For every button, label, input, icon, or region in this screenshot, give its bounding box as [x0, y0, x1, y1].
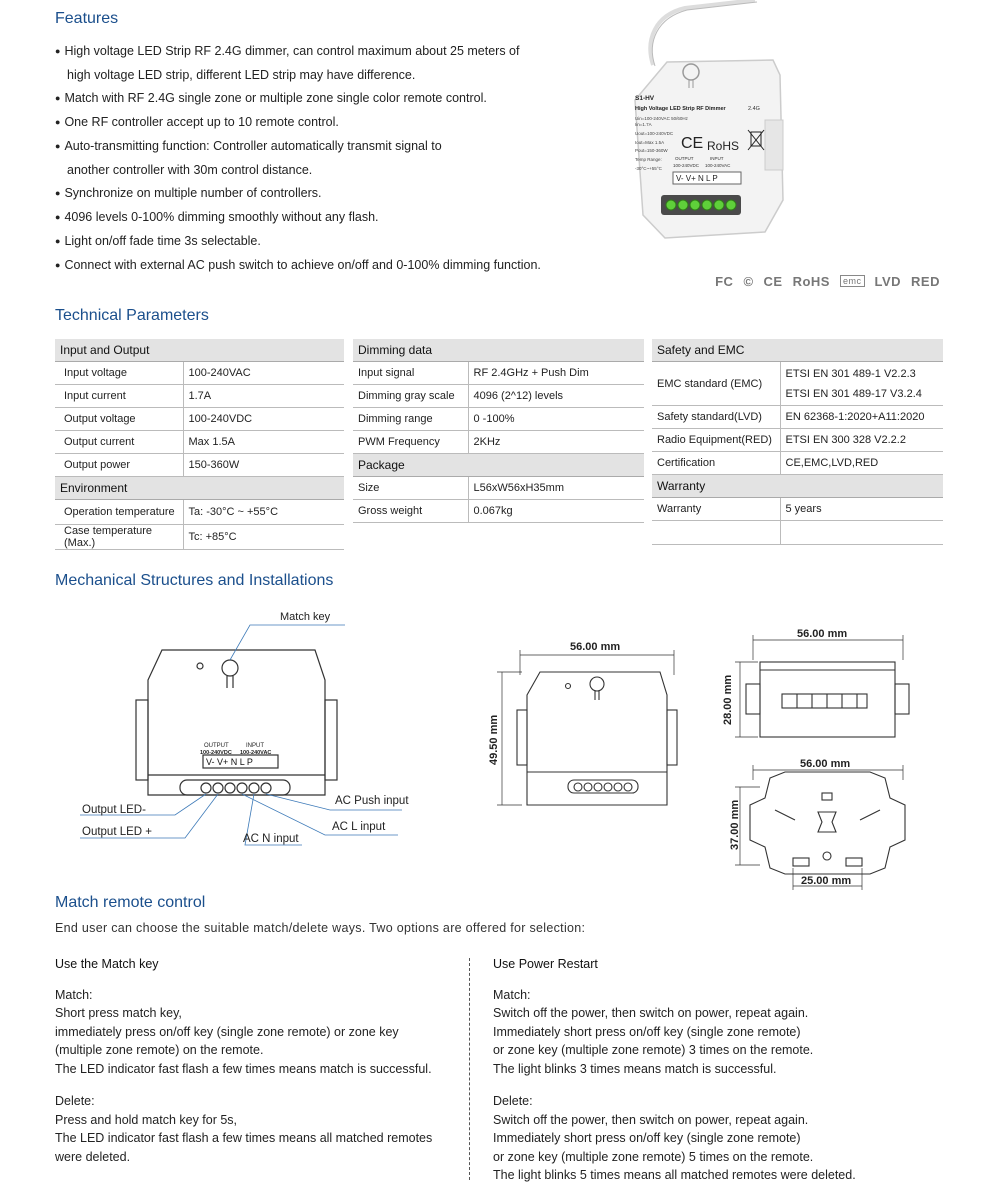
feature-item: ● Match with RF 2.4G single zone or multiple zone single color remote control.: [55, 87, 615, 111]
table-row: PWM Frequency 2KHz: [353, 431, 644, 454]
dim-bottom-inner-label: 25.00 mm: [801, 875, 852, 887]
dim-side-width-label: 56.00 mm: [797, 628, 848, 640]
label-model: S1-HV: [635, 95, 655, 102]
ac-push-input-label: AC Push input: [335, 795, 409, 807]
table-header: Dimming data: [353, 339, 644, 362]
feature-item: ● Auto-transmitting function: Controller automatically transmit signal to another controller with 30m control distance.: [55, 135, 615, 182]
rohs-mark: RoHS: [792, 274, 830, 289]
table-header: Safety and EMC: [652, 339, 943, 362]
terminal-labels: V- V+ N L P: [206, 757, 253, 767]
table-row: Output voltage 100-240VDC: [55, 408, 344, 431]
feature-item: ● High voltage LED Strip RF 2.4G dimmer, can control maximum about 25 meters of high voltage LED strip, different LED strip may have difference.: [55, 40, 615, 87]
table-row: Certification CE,EMC,LVD,RED: [652, 452, 943, 475]
ce-mark: CE: [763, 274, 783, 289]
label-spec: Iin=1.7A: [635, 122, 652, 127]
label-spec: -30°C~+55°C: [635, 166, 662, 171]
table-row: Warranty 5 years: [652, 498, 943, 521]
table-row: Size L56xW56xH35mm: [353, 477, 644, 500]
table-header: Warranty: [652, 475, 943, 498]
table-row: Radio Equipment(RED) ETSI EN 300 328 V2.2.2: [652, 429, 943, 452]
label-freq: 2.4G: [748, 106, 760, 112]
bottom-view: [750, 772, 905, 874]
feature-item: ● Synchronize on multiple number of controllers.: [55, 182, 615, 206]
emc-mark: emc: [840, 275, 865, 287]
table-row: Gross weight 0.067kg: [353, 500, 644, 523]
dim-bottom-width-label: 56.00 mm: [800, 758, 851, 770]
table-row: Safety standard(LVD) EN 62368-1:2020+A11:2020: [652, 406, 943, 429]
features-title: Features: [55, 10, 119, 27]
table-dimming: [353, 339, 644, 523]
label-output-v: 100-240VDC: [673, 163, 700, 168]
output-voltage-label: 100-240VDC: [200, 750, 232, 756]
table-row: Case temperature (Max.) Tc: +85°C: [55, 525, 344, 550]
dimension-lines: [497, 650, 674, 805]
ac-n-input-label: AC N input: [243, 833, 299, 845]
table-row: Input current 1.7A: [55, 385, 344, 408]
table-row: Output current Max 1.5A: [55, 431, 344, 454]
front-view: [136, 650, 337, 795]
label-spec: Uout=100-240VDC: [635, 131, 674, 136]
lvd-mark: LVD: [874, 274, 902, 289]
table-row: Input voltage 100-240VAC: [55, 362, 344, 385]
label-output: OUTPUT: [675, 156, 694, 161]
dim-side-height-label: 28.00 mm: [722, 674, 734, 725]
feature-item: ● 4096 levels 0-100% dimming smoothly without any flash.: [55, 206, 615, 230]
match-title: Match remote control: [55, 894, 206, 911]
side-view: [746, 662, 909, 737]
mech-title: Mechanical Structures and Installations: [55, 572, 334, 589]
table-header: Input and Output: [55, 339, 344, 362]
dim-height-label: 49.50 mm: [488, 714, 500, 765]
dim-width-label: 56.00 mm: [570, 641, 621, 653]
mechanical-diagram: [70, 600, 950, 890]
input-label: INPUT: [246, 743, 264, 749]
table-row: Input signal RF 2.4GHz + Push Dim: [353, 362, 644, 385]
feature-item: ● One RF controller accept up to 10 remote control.: [55, 111, 615, 135]
label-name: High Voltage LED Strip RF Dimmer: [635, 106, 726, 112]
match-key-title: Use the Match key: [55, 957, 159, 971]
feature-item: ● Connect with external AC push switch to achieve on/off and 0-100% dimming function.: [55, 254, 615, 278]
label-input: INPUT: [710, 156, 724, 161]
rohs-mark: RoHS: [707, 139, 740, 153]
ce-mark: CE: [681, 135, 704, 152]
table-row: EMC standard (EMC) ETSI EN 301 489-1 V2.2.3 ETSI EN 301 489-17 V3.2.4: [652, 362, 943, 406]
column-divider: [469, 958, 470, 1180]
table-row: Output power 150-360W: [55, 454, 344, 477]
output-label: OUTPUT: [204, 743, 229, 749]
match-intro: End user can choose the suitable match/delete ways. Two options are offered for selection:: [55, 921, 586, 935]
table-header: Environment: [55, 477, 344, 500]
label-terminals: V- V+ N L P: [676, 174, 718, 183]
output-led-minus-label: Output LED-: [82, 804, 146, 816]
match-key-label: Match key: [280, 611, 331, 623]
match-key-column: Use the Match key Match: Short press match key, immediately press on/off key (single zone remote) or zone key (multiple zone remote) on the remote. The LED indicator fast flash a few times means match is successful. Delete: Press and hold match key for 5s, The LED indicator fast flash a few times means all matched remotes were deleted.: [55, 955, 455, 1166]
label-spec: Pout=150-360W: [635, 148, 668, 153]
feature-item: ● Light on/off fade time 3s selectable.: [55, 230, 615, 254]
product-photo: [615, 0, 785, 245]
table-input-output: [55, 339, 344, 550]
table-row: [652, 521, 943, 545]
label-input-v: 100-240VAC: [705, 163, 731, 168]
table-row: Dimming gray scale 4096 (2^12) levels: [353, 385, 644, 408]
input-voltage-label: 100-240VAC: [240, 750, 272, 756]
power-restart-column: Use Power Restart Match: Switch off the power, then switch on power, repeat again. Immediately short press on/off key (single zone remote) or zone key (multiple zone remote) 3 times on the remote. The light blinks 3 times means match is successful. Delete: Switch off the power, then switch on power, repeat again. Immediately short press on/off key (single zone remote) or zone key (multiple zone remote) 5 times on the remote. The light blinks 5 times means all matched remotes were deleted.: [493, 955, 913, 1185]
table-header: Package: [353, 454, 644, 477]
tech-title: Technical Parameters: [55, 307, 209, 324]
dim-bottom-height-label: 37.00 mm: [729, 799, 741, 850]
table-row: Dimming range 0 -100%: [353, 408, 644, 431]
features-list: [55, 40, 615, 278]
ac-l-input-label: AC L input: [332, 821, 386, 833]
small-front-view: [517, 672, 677, 805]
c-mark: ©: [743, 274, 754, 289]
fcc-mark: FC: [715, 274, 734, 289]
label-spec: Uin=100-240VAC 50/60Hz: [635, 116, 688, 121]
red-mark: RED: [911, 274, 940, 289]
table-row: Operation temperature Ta: -30°C ~ +55°C: [55, 500, 344, 525]
label-spec: Temp Range:: [635, 157, 662, 162]
power-restart-title: Use Power Restart: [493, 957, 598, 971]
table-safety: [652, 339, 943, 545]
label-spec: Iout=Max 1.5A: [635, 140, 665, 145]
certification-marks: [705, 274, 940, 289]
output-led-plus-label: Output LED +: [82, 826, 152, 838]
